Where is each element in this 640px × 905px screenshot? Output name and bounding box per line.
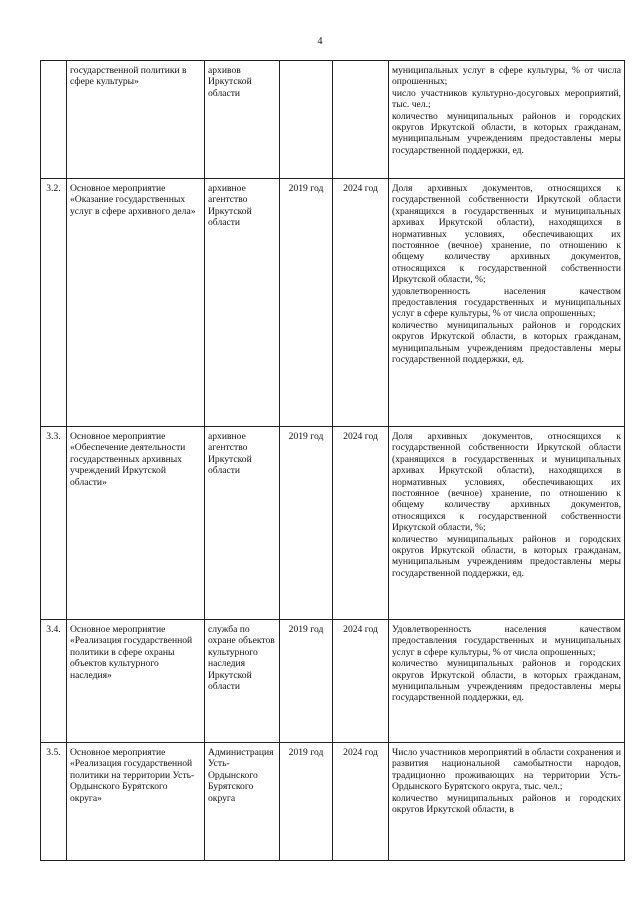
indicator-text: Доля архивных документов, относящихся к государственной собственности Иркутской области (хранящихся в государственных и муниципальных архивах Иркутской области), находящихся в нормативных условиях, обеспечивающих их постоянное (вечное) хранение, по отношению к общему количеству архивных документов, относящихся к государственной собственности Иркутской области, %; xyxy=(392,431,621,534)
activity-name: Основное мероприятие «Реализация государственной политики в сфере охраны объектов культурного наследия» xyxy=(67,620,205,743)
end-year: 2024 год xyxy=(333,427,389,620)
responsible-executor: служба по охране объектов культурного наследия Иркутской области xyxy=(205,620,280,743)
table-row xyxy=(41,743,625,861)
row-number: 3.4. xyxy=(41,620,67,743)
table-row xyxy=(41,427,625,620)
indicator-text: удовлетворенность населения качеством предоставления государственных и муниципальных услуг в сфере культуры, % от числа опрошенных; xyxy=(392,285,621,320)
indicator-text: количество муниципальных районов и городских округов Иркутской области, в xyxy=(392,792,621,816)
target-indicators xyxy=(389,743,625,861)
responsible-executor: архивов Иркутской области xyxy=(205,61,280,179)
target-indicators xyxy=(389,620,625,743)
start-year: 2019 год xyxy=(280,179,333,427)
target-indicators xyxy=(389,179,625,427)
row-number: 3.5. xyxy=(41,743,67,861)
activity-name: Основное мероприятие «Оказание государственных услуг в сфере архивного дела» xyxy=(67,179,205,427)
table-row xyxy=(41,620,625,743)
start-year: 2019 год xyxy=(280,743,333,861)
indicator-text: Удовлетворенность населения качеством предоставления государственных и муниципальных услуг в сфере культуры, % от числа опрошенных; xyxy=(392,624,621,658)
page-number: 4 xyxy=(317,36,323,47)
row-number xyxy=(41,61,67,179)
target-indicators xyxy=(389,427,625,620)
indicator-text: Доля архивных документов, относящихся к государственной собственности Иркутской области (хранящихся в государственных и муниципальных архивах Иркутской области), находящихся в нормативных условиях, обеспечивающих их постоянное (вечное) хранение, по отношению к общему количеству архивных документов, относящихся к государственной собственности Иркутской области, %; xyxy=(392,183,621,286)
end-year: 2024 год xyxy=(333,743,389,861)
responsible-executor: архивное агентство Иркутской области xyxy=(205,427,280,620)
start-year: 2019 год xyxy=(280,620,333,743)
table-row xyxy=(41,61,625,179)
table-row xyxy=(41,179,625,427)
row-number: 3.3. xyxy=(41,427,67,620)
indicator-text: количество муниципальных районов и городских округов Иркутской области, в которых гражданам, муниципальным учреждениям предоставлены меры государственной поддержки, ед. xyxy=(392,110,621,156)
end-year: 2024 год xyxy=(333,179,389,427)
target-indicators xyxy=(389,61,625,179)
indicator-text: количество муниципальных районов и городских округов Иркутской области, в которых гражданам, муниципальным учреждениям предоставлены меры государственной поддержки, ед. xyxy=(392,658,621,704)
indicator-text: Число участников мероприятий в области сохранения и развития национальной самобытности народов, традиционно проживающих на территории Усть-Ордынского Бурятского округа, тыс. чел.; xyxy=(392,747,621,793)
end-year: 2024 год xyxy=(333,620,389,743)
indicator-text: муниципальных услуг в сфере культуры, % от числа опрошенных; xyxy=(392,65,621,88)
activity-name: государственной политики в сфере культуры» xyxy=(67,61,205,179)
start-year xyxy=(280,61,333,179)
program-activities-table xyxy=(40,60,625,861)
responsible-executor: архивное агентство Иркутской области xyxy=(205,179,280,427)
activity-name: Основное мероприятие «Обеспечение деятельности государственных архивных учреждений Иркутской области» xyxy=(67,427,205,620)
responsible-executor: Администрация Усть-Ордынского Бурятского округа xyxy=(205,743,280,861)
indicator-text: количество муниципальных районов и городских округов Иркутской области, в которых гражданам, муниципальным учреждениям предоставлены меры государственной поддержки, ед. xyxy=(392,319,621,366)
indicator-text: число участников культурно-досуговых мероприятий, тыс. чел.; xyxy=(392,87,621,111)
end-year xyxy=(333,61,389,179)
start-year: 2019 год xyxy=(280,427,333,620)
row-number: 3.2. xyxy=(41,179,67,427)
activity-name: Основное мероприятие «Реализация государственной политики на территории Усть-Ордынского Бурятского округа» xyxy=(67,743,205,861)
indicator-text: количество муниципальных районов и городских округов Иркутской области, в которых гражданам, муниципальным учреждениям предоставлены меры государственной поддержки, ед. xyxy=(392,533,621,579)
